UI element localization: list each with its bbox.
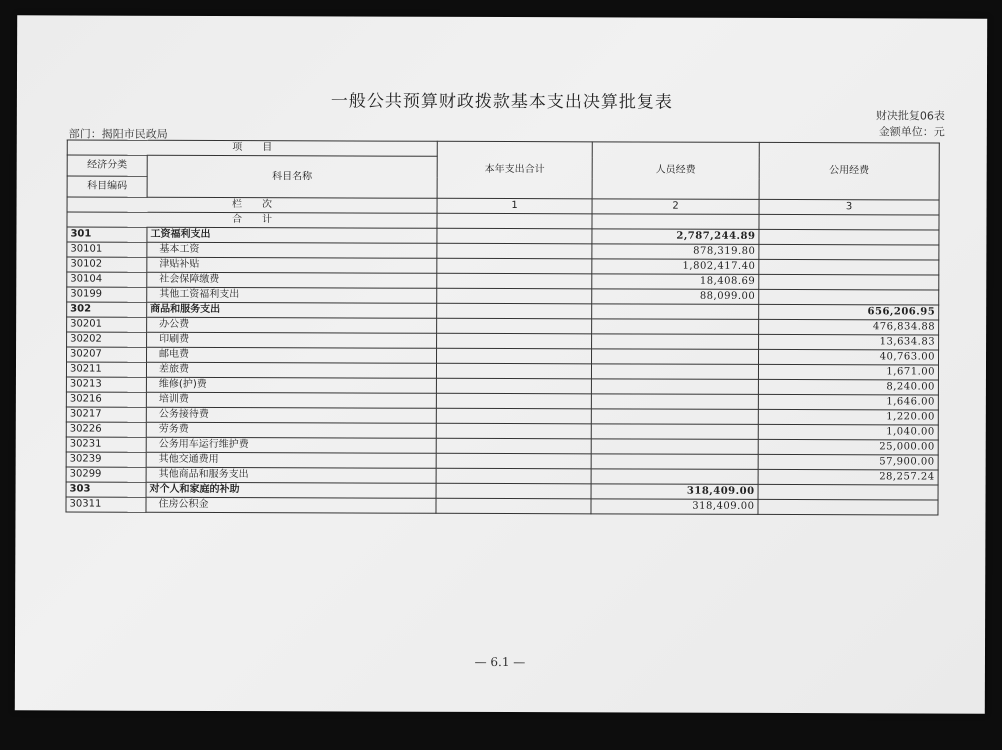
row-personnel bbox=[591, 364, 758, 380]
table-row bbox=[66, 497, 938, 515]
row-public bbox=[758, 484, 938, 500]
row-public: 28,257.24 bbox=[758, 469, 938, 485]
row-public: 1,220.00 bbox=[758, 409, 938, 425]
row-total bbox=[436, 378, 591, 394]
row-name: 住房公积金 bbox=[146, 497, 436, 513]
row-total bbox=[436, 393, 591, 409]
budget-table bbox=[65, 139, 939, 515]
row-personnel bbox=[592, 319, 759, 335]
row-public bbox=[759, 229, 939, 245]
row-name: 维修(护)费 bbox=[146, 377, 436, 393]
row-public: 476,834.88 bbox=[759, 319, 939, 335]
header-public: 公用经费 bbox=[759, 142, 939, 200]
row-code: 30199 bbox=[67, 287, 147, 302]
header-personnel: 人员经费 bbox=[592, 142, 759, 200]
row-public bbox=[759, 274, 939, 290]
row-public bbox=[759, 289, 939, 305]
row-personnel: 2,787,244.89 bbox=[592, 229, 759, 245]
row-public bbox=[758, 499, 938, 515]
row-name: 社会保障缴费 bbox=[147, 272, 437, 288]
form-info bbox=[876, 108, 945, 140]
row-personnel bbox=[591, 379, 758, 395]
row-personnel: 318,409.00 bbox=[591, 499, 758, 515]
row-personnel: 1,802,417.40 bbox=[592, 259, 759, 275]
row-name: 公务用车运行维护费 bbox=[146, 437, 436, 453]
row-code: 30207 bbox=[67, 347, 147, 362]
row-total bbox=[436, 468, 591, 484]
row-name: 工资福利支出 bbox=[147, 227, 437, 243]
row-personnel bbox=[591, 409, 758, 425]
row-name: 印刷费 bbox=[147, 332, 437, 348]
row-personnel: 878,319.80 bbox=[592, 244, 759, 260]
row-public: 8,240.00 bbox=[758, 379, 938, 395]
page-number: — 6.1 — bbox=[474, 654, 526, 670]
row-personnel: 88,099.00 bbox=[592, 289, 759, 305]
row-total bbox=[437, 258, 592, 274]
row-name: 对个人和家庭的补助 bbox=[146, 482, 436, 498]
sum-label: 合 计 bbox=[67, 212, 437, 228]
row-name: 办公费 bbox=[147, 317, 437, 333]
row-total bbox=[436, 483, 591, 499]
row-code: 30239 bbox=[66, 452, 146, 467]
row-code: 30201 bbox=[67, 317, 147, 332]
sum-personnel bbox=[592, 214, 759, 230]
row-public: 1,671.00 bbox=[758, 364, 938, 380]
row-code: 30104 bbox=[67, 272, 147, 287]
row-public bbox=[759, 259, 939, 275]
column-index-2: 2 bbox=[592, 199, 759, 215]
row-code: 303 bbox=[66, 482, 146, 497]
row-total bbox=[437, 348, 592, 364]
row-total bbox=[437, 273, 592, 289]
row-code: 30217 bbox=[66, 407, 146, 422]
row-code: 30211 bbox=[66, 362, 146, 377]
row-public: 656,206.95 bbox=[759, 304, 939, 320]
row-name: 其他交通费用 bbox=[146, 452, 436, 468]
row-code: 30101 bbox=[67, 242, 147, 257]
sum-total bbox=[437, 213, 592, 229]
row-code: 302 bbox=[67, 302, 147, 317]
header-econ-class: 经济分类 bbox=[67, 155, 147, 176]
row-total bbox=[436, 423, 591, 439]
row-public: 25,000.00 bbox=[758, 439, 938, 455]
department-label: 部门：揭阳市民政局 bbox=[68, 127, 168, 141]
row-total bbox=[437, 243, 592, 259]
row-public: 1,646.00 bbox=[758, 394, 938, 410]
row-personnel bbox=[592, 349, 759, 365]
row-personnel: 318,409.00 bbox=[591, 484, 758, 500]
document-page bbox=[15, 15, 987, 713]
row-name: 基本工资 bbox=[147, 242, 437, 258]
row-code: 30202 bbox=[67, 332, 147, 347]
row-public bbox=[759, 244, 939, 260]
row-name: 邮电费 bbox=[147, 347, 437, 363]
row-total bbox=[436, 498, 591, 514]
row-public: 1,040.00 bbox=[758, 424, 938, 440]
row-total bbox=[437, 228, 592, 244]
row-code: 30226 bbox=[66, 422, 146, 437]
header-total: 本年支出合计 bbox=[437, 141, 592, 199]
document-title: 一般公共预算财政拨款基本支出决算批复表 bbox=[330, 91, 673, 113]
row-public: 57,900.00 bbox=[758, 454, 938, 470]
row-name: 津贴补贴 bbox=[147, 257, 437, 273]
row-public: 13,634.83 bbox=[759, 334, 939, 350]
row-personnel bbox=[591, 469, 758, 485]
row-personnel bbox=[591, 454, 758, 470]
row-total bbox=[436, 438, 591, 454]
sum-public bbox=[759, 214, 939, 230]
row-total bbox=[436, 363, 591, 379]
header-subject-name: 科目名称 bbox=[147, 155, 437, 198]
row-personnel bbox=[591, 424, 758, 440]
row-name: 其他商品和服务支出 bbox=[146, 467, 436, 483]
row-code: 30299 bbox=[66, 467, 146, 482]
row-personnel bbox=[591, 394, 758, 410]
row-code: 301 bbox=[67, 227, 147, 242]
header-item: 项 目 bbox=[67, 140, 437, 156]
row-total bbox=[437, 288, 592, 304]
unit-label: 金额单位：元 bbox=[878, 125, 945, 139]
row-name: 差旅费 bbox=[146, 362, 436, 378]
column-index-label: 栏 次 bbox=[67, 197, 437, 213]
row-public: 40,763.00 bbox=[759, 349, 939, 365]
row-total bbox=[437, 318, 592, 334]
row-code: 30311 bbox=[66, 497, 146, 512]
row-name: 公务接待费 bbox=[146, 407, 436, 423]
row-total bbox=[436, 453, 591, 469]
column-index-1: 1 bbox=[437, 198, 592, 214]
row-personnel: 18,408.69 bbox=[592, 274, 759, 290]
row-total bbox=[437, 333, 592, 349]
row-personnel bbox=[591, 439, 758, 455]
row-code: 30102 bbox=[67, 257, 147, 272]
row-total bbox=[437, 303, 592, 319]
row-personnel bbox=[592, 334, 759, 350]
form-id: 财决批复06表 bbox=[875, 109, 945, 123]
row-name: 培训费 bbox=[146, 392, 436, 408]
header-subject-code: 科目编码 bbox=[67, 176, 147, 197]
column-index-3: 3 bbox=[759, 199, 939, 215]
row-code: 30231 bbox=[66, 437, 146, 452]
row-code: 30213 bbox=[66, 377, 146, 392]
row-personnel bbox=[592, 304, 759, 320]
row-code: 30216 bbox=[66, 392, 146, 407]
row-total bbox=[436, 408, 591, 424]
row-name: 其他工资福利支出 bbox=[147, 287, 437, 303]
row-name: 劳务费 bbox=[146, 422, 436, 438]
row-name: 商品和服务支出 bbox=[147, 302, 437, 318]
